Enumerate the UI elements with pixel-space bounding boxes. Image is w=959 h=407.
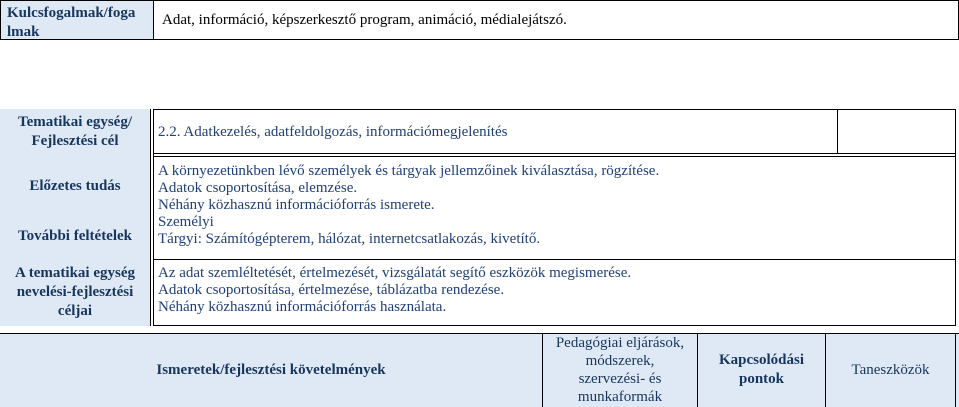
key-concepts-label-line2: lmak xyxy=(7,24,40,40)
conditions-line: Tárgyi: Számítógépterem, hálózat, internetcsatlakozás, kivetítő. xyxy=(158,231,541,247)
thematic-title: 2.2. Adatkezelés, adatfeldolgozás, információmegjelenítés xyxy=(158,124,508,140)
prior-knowledge-line: Adatok csoportosítása, elemzése. xyxy=(158,180,358,196)
prior-knowledge-line: A környezetünkben lévő személyek és tárgyak jellemzőinek kiválasztása, rögzítése. xyxy=(158,163,660,179)
methods-header-line: Pedagógiai eljárások, xyxy=(555,335,685,351)
further-conditions-label: További feltételek xyxy=(17,228,133,244)
connections-header-line: pontok xyxy=(738,371,785,387)
goals-line: Adatok csoportosítása, értelmezése, táblázatba rendezése. xyxy=(158,282,505,298)
goals-label-line2: nevelési-fejlesztési xyxy=(16,284,134,300)
goals-label-line3: céljai xyxy=(57,303,93,319)
methods-header-line: munkaformák xyxy=(577,389,663,405)
conditions-line: Személyi xyxy=(158,214,214,230)
connections-header xyxy=(698,333,825,407)
thematic-unit-label-line2: Fejlesztési cél xyxy=(31,133,119,149)
prerequisites-label: Előzetes tudás xyxy=(29,178,121,194)
thematic-unit-label xyxy=(0,113,150,151)
methods-header-line: szervezési- és xyxy=(578,371,662,387)
goals-line: Az adat szemléltetését, értelmezését, vizsgálatát segítő eszközök megismerése. xyxy=(158,265,632,281)
key-concepts-label-cell xyxy=(0,0,154,40)
connections-header-line: Kapcsolódási xyxy=(718,352,805,368)
methods-header xyxy=(543,333,697,407)
tools-header: Taneszközök xyxy=(851,361,930,378)
grid-line xyxy=(955,109,956,326)
grid-line xyxy=(153,109,956,110)
key-concepts-label-line1: Kulcsfogalmak/foga xyxy=(7,5,136,21)
knowledge-header: Ismeretek/fejlesztési követelmények xyxy=(156,361,386,378)
key-concepts-value-cell xyxy=(153,0,959,40)
grid-line xyxy=(153,259,956,260)
grid-line xyxy=(150,109,151,326)
goals-text xyxy=(158,265,631,316)
prior-knowledge-line: Néhány közhasznú információforrás ismerete. xyxy=(158,197,435,213)
goals-line: Néhány közhasznú információforrás használata. xyxy=(158,299,447,315)
grid-line xyxy=(153,153,956,154)
grid-line xyxy=(153,325,956,326)
thematic-unit-label-line1: Tematikai egység/ xyxy=(17,114,133,130)
grid-line xyxy=(837,109,838,153)
goals-label xyxy=(0,264,150,321)
prior-knowledge-text xyxy=(158,163,659,248)
goals-label-line1: A tematikai egység xyxy=(15,265,135,281)
grid-line xyxy=(153,109,154,326)
grid-line xyxy=(153,156,956,157)
grid-line xyxy=(955,333,956,407)
methods-header-line: módszerek, xyxy=(585,353,655,369)
key-concepts-value: Adat, információ, képszerkesztő program, animáció, médialejátszó. xyxy=(162,12,567,28)
